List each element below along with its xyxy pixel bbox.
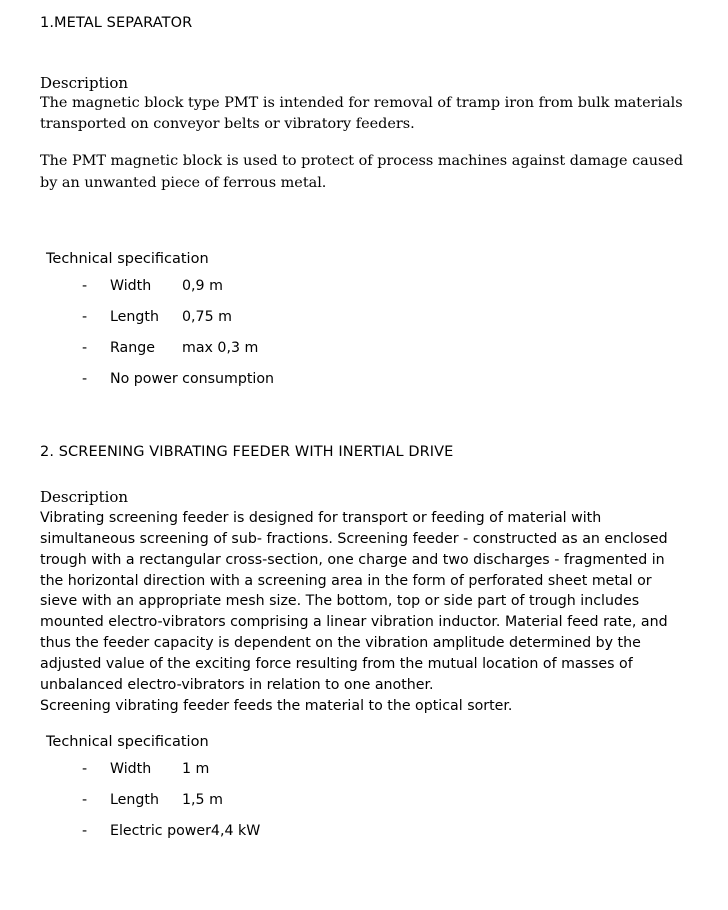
bullet-dash: - [82, 309, 88, 326]
bullet-dash: - [82, 792, 88, 809]
bullet-dash: - [82, 340, 88, 357]
spacer [40, 462, 688, 488]
section-1-description-heading: Description [40, 73, 129, 92]
section-2-paragraph-1: Vibrating screening feeder is designed for transport or feeding of material with simultaneous screening of sub- fractions. Screening feeder - constructed as an enclosed trough with a rectangular cross-section, one charge and two discharges - fragmented in the horizontal direction with a screening area in the form of perforated sheet metal or sieve with an appropriate mesh size. The bottom, top or side part of trough includes mounted electro-vibrators comprising a linear vibration inductor. Material feed rate, and thus the feeder capacity is dependent on the vibration amplitude determined by the adjusted value of the exciting force resulting from the mutual location of masses of unbalanced electro-vibrators in relation to one another. [40, 509, 668, 693]
spacer [40, 717, 688, 733]
list-item [40, 277, 688, 297]
section-2-description-heading: Description [40, 488, 129, 507]
spec-label: Width [110, 278, 152, 295]
section-1-title: 1.METAL SEPARATOR [40, 15, 193, 31]
section-2-title: 2. SCREENING VIBRATING FEEDER WITH INERTIAL DRIVE [40, 443, 454, 460]
spec-label: Range [110, 340, 155, 357]
spec-value: 0,75 m [182, 309, 232, 326]
spec-value: 0,9 m [182, 278, 223, 295]
list-item [40, 339, 688, 359]
list-item [40, 308, 688, 328]
spec-value: 1 m [182, 761, 210, 778]
section-screening-vibrating-feeder [40, 443, 688, 842]
bullet-dash: - [82, 761, 88, 778]
section-2-spec-list [40, 760, 688, 842]
spacer [40, 401, 688, 443]
section-2-paragraph-2: Screening vibrating feeder feeds the material to the optical sorter. [40, 697, 513, 714]
spec-label: Length [110, 792, 159, 809]
section-1-paragraph-2: The PMT magnetic block is used to protect of process machines against damage caused by an unwanted piece of ferrous metal. [40, 153, 684, 191]
spec-label: Electric power4,4 kW [110, 822, 261, 839]
spec-label: Width [110, 761, 152, 778]
list-item [40, 760, 688, 780]
section-1-spec-list [40, 277, 688, 390]
spec-label: Length [110, 309, 159, 326]
list-item [40, 791, 688, 811]
spec-label: No power consumption [110, 370, 275, 387]
section-2-spec-heading: Technical specification [46, 733, 209, 750]
spacer [40, 194, 688, 250]
section-1-spec-heading: Technical specification [46, 250, 209, 267]
list-item [40, 370, 688, 390]
spacer [40, 34, 688, 74]
spacer [40, 135, 688, 151]
bullet-dash: - [82, 370, 88, 387]
list-item [40, 822, 688, 842]
bullet-dash: - [82, 822, 88, 839]
section-1-paragraph-1: The magnetic block type PMT is intended for removal of tramp iron from bulk materials transported on conveyor belts or vibratory feeders. [40, 95, 683, 133]
spec-value: max 0,3 m [182, 340, 259, 357]
bullet-dash: - [82, 278, 88, 295]
spec-value: 1,5 m [182, 792, 223, 809]
section-metal-separator [40, 14, 688, 390]
